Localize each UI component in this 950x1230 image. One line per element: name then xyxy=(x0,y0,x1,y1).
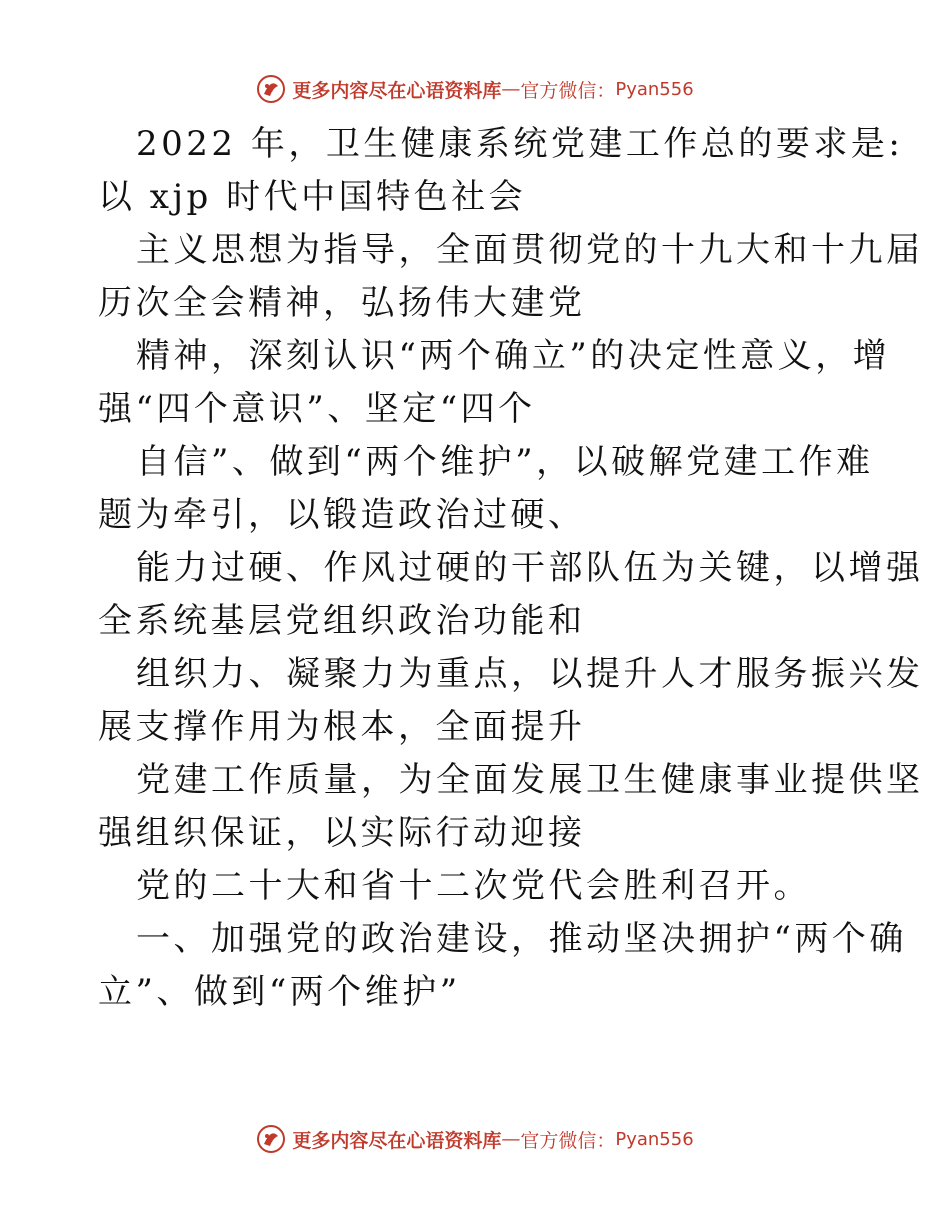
footer-watermark xyxy=(0,1124,950,1154)
text-line: 组织力、凝聚力为重点，以提升人才服务振兴发 xyxy=(136,654,924,694)
text-line: 历次全会精神，弘扬伟大建党 xyxy=(98,283,586,323)
watermark-wechat-label: 官方微信： xyxy=(520,79,616,102)
document-body xyxy=(98,118,924,1019)
text-line: 自信”、做到“两个维护”，以破解党建工作难 xyxy=(136,442,874,482)
text-line: 强组织保证，以实际行动迎接 xyxy=(98,813,586,853)
text-line: 题为牵引，以锻造政治过硬、 xyxy=(98,495,586,535)
text-line: 一、加强党的政治建设，推动坚决拥护“两个确 xyxy=(136,919,907,959)
watermark-wechat-label: 官方微信： xyxy=(520,1129,616,1152)
text-line: 党建工作质量，为全面发展卫生健康事业提供坚 xyxy=(136,760,924,800)
text-line: 精神，深刻认识“两个确立”的决定性意义，增 xyxy=(136,336,891,376)
text-line: 党的二十大和省十二次党代会胜利召开。 xyxy=(136,866,811,906)
watermark-dash: — xyxy=(501,1128,521,1150)
text-line: 主义思想为指导，全面贯彻党的十九大和十九届 xyxy=(136,230,924,270)
watermark-dash: — xyxy=(501,78,521,100)
text-line: 立”、做到“两个维护” xyxy=(98,972,461,1012)
watermark-wechat-id: Pyan556 xyxy=(615,1128,694,1150)
watermark-wechat-id: Pyan556 xyxy=(615,78,694,100)
logo-icon xyxy=(256,1124,286,1154)
watermark-site-text: 更多内容尽在心语资料库 xyxy=(292,1129,502,1152)
text-line: 以 xjp 时代中国特色社会 xyxy=(98,177,527,217)
text-line: 强“四个意识”、坚定“四个 xyxy=(98,389,536,429)
logo-icon xyxy=(256,74,286,104)
text-line: 能力过硬、作风过硬的干部队伍为关键，以增强 xyxy=(136,548,924,588)
watermark-site-text: 更多内容尽在心语资料库 xyxy=(292,79,502,102)
text-line: 2022 年，卫生健康系统党建工作总的要求是: xyxy=(136,124,904,164)
header-watermark xyxy=(0,74,950,104)
text-line: 全系统基层党组织政治功能和 xyxy=(98,601,586,641)
text-line: 展支撑作用为根本，全面提升 xyxy=(98,707,586,747)
